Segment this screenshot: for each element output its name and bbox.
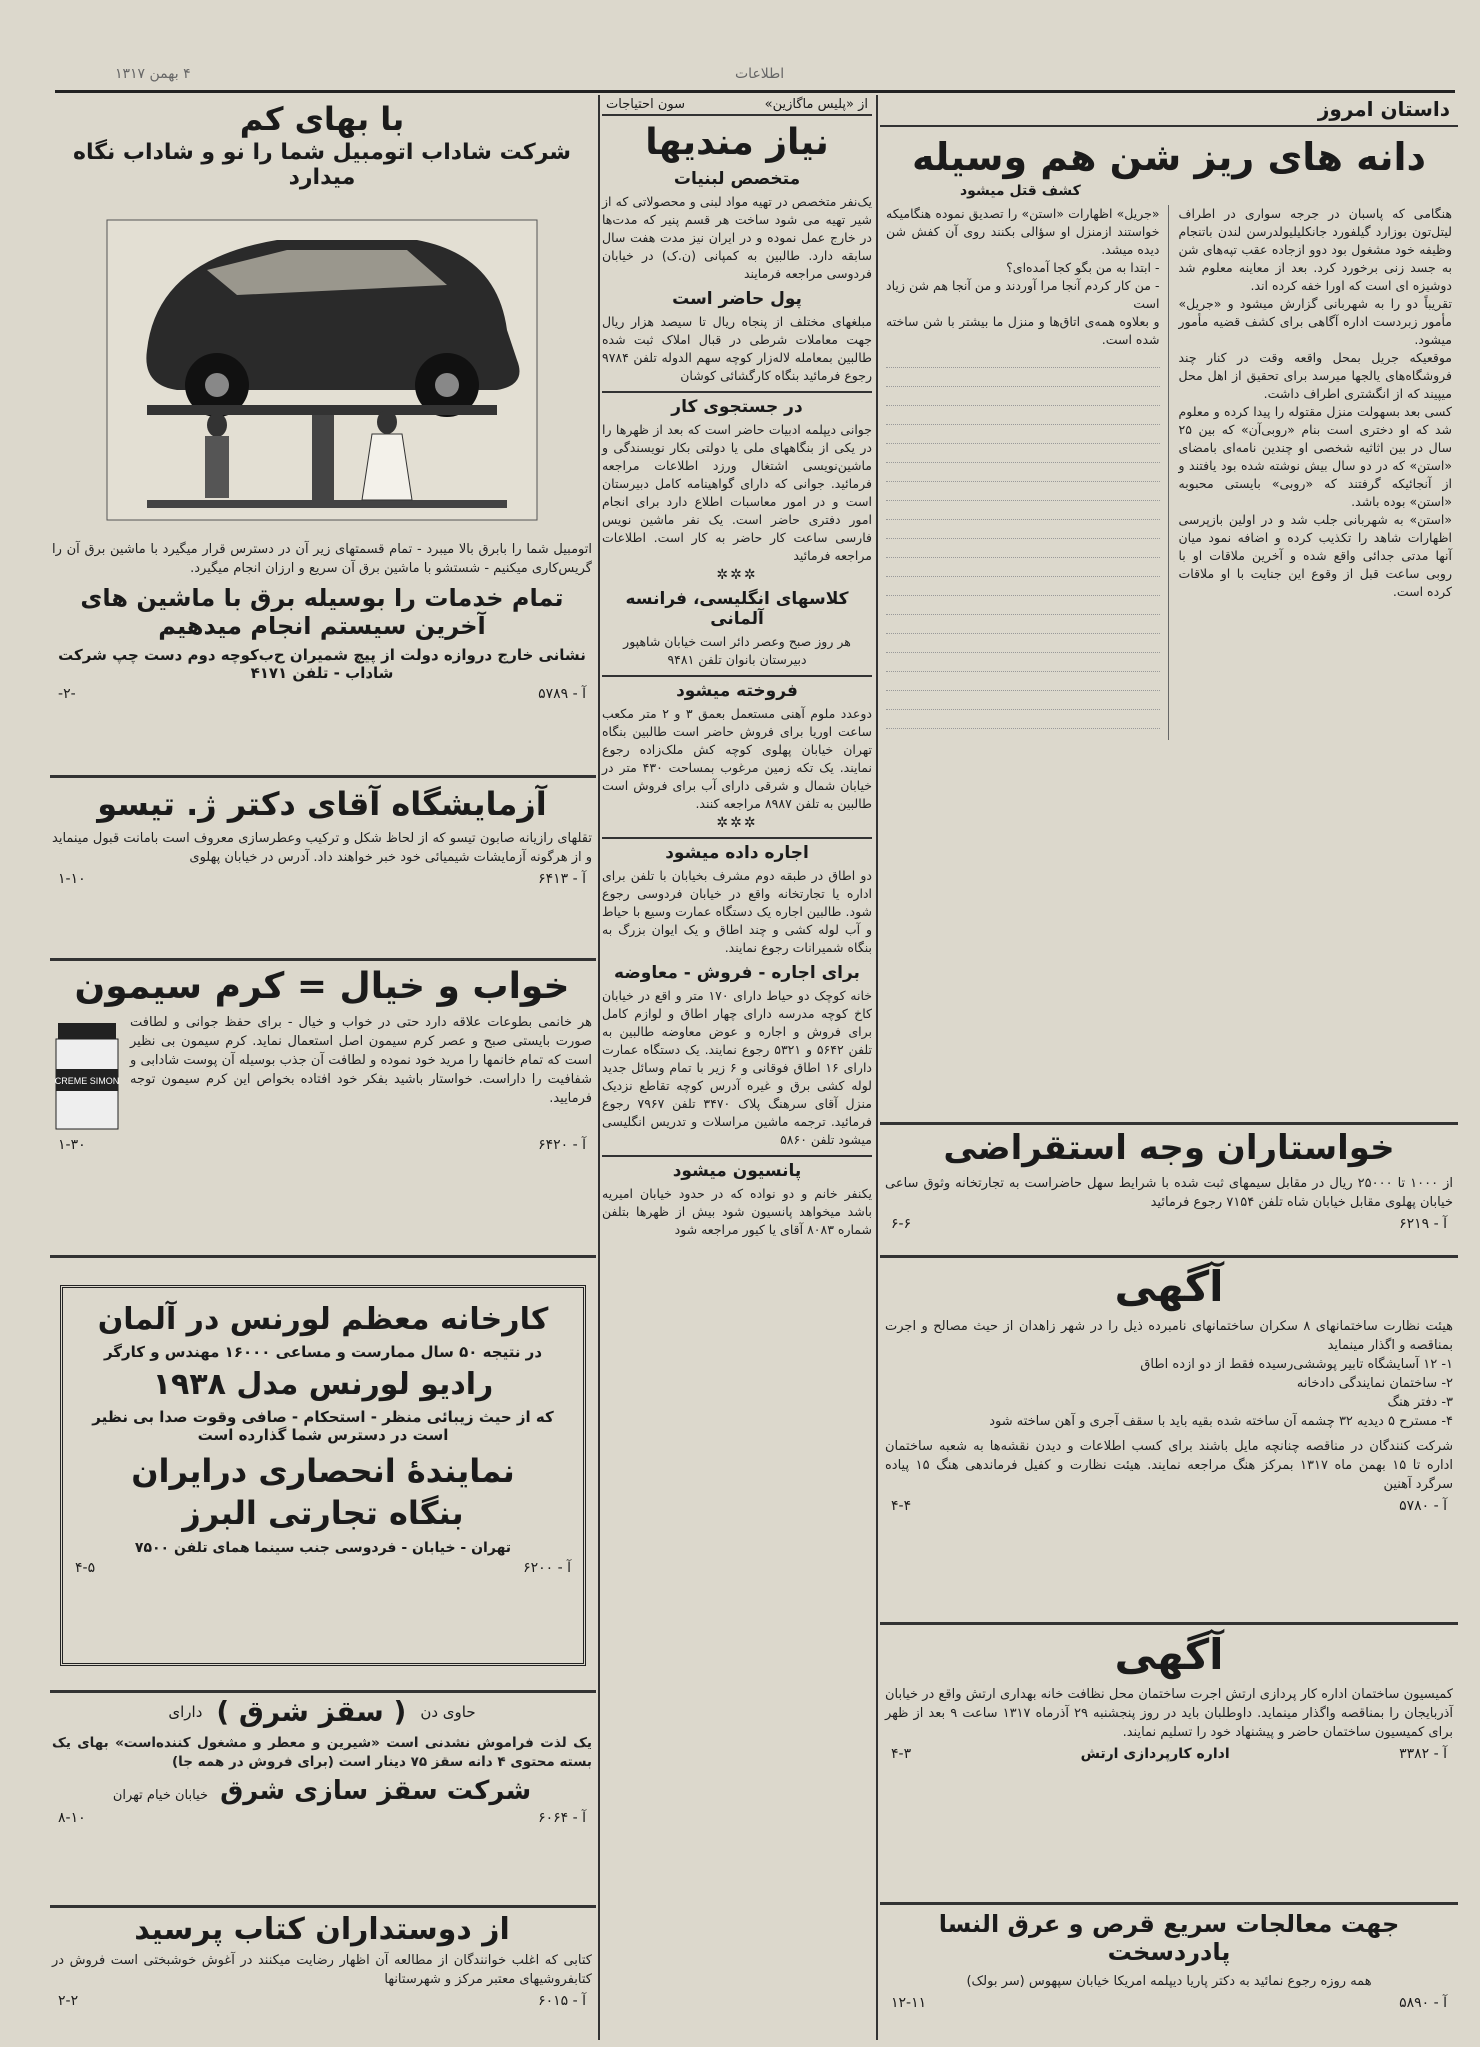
- ad-title: خواب و خیال = کرم سیمون: [74, 966, 570, 1007]
- story-paragraph: - من کار کردم آنجا مرا آوردند و من آنجا هم شن زیاد است: [886, 278, 1160, 311]
- jar-label: CREME SIMON: [54, 1076, 120, 1086]
- divider: [880, 1622, 1458, 1625]
- middle-column: [602, 95, 872, 1239]
- ad-code: [63, 1560, 583, 1576]
- mid-label-left: سون احتیاجات: [606, 97, 685, 112]
- ad-company-name: بنگاه تجارتی البرز: [182, 1494, 464, 1532]
- ad-item: ۲- ساختمان نمایندگی دادخانه: [1296, 1376, 1453, 1391]
- classified-title: اجاره داده میشود: [602, 837, 872, 863]
- ad-subtitle: شرکت شاداب اتومبیل شما را نو و شاداب نگاه میدارد: [72, 140, 572, 190]
- ad-title: کارخانه معظم لورنس در آلمان: [97, 1302, 549, 1337]
- ad-item: ۴- مسترح ۵ دیدیه ۳۲ چشمه آن ساخته شده بقیه باید با سقف آجری و آهن ساخته شود: [989, 1414, 1453, 1429]
- ad-code-right: آ - ۵۷۸۰: [1399, 1498, 1447, 1514]
- ad-code: [885, 1498, 1453, 1514]
- ad-text: تقلهای رازیانه صابون تیسو که از لحاظ شکل و ترکیب وعطرسازی معروف است بامانت قبول مینماید و از هرگونه آزمایشات شیمیائی خود خبر خواهند داد. آدرس در خیابان پهلوی: [52, 831, 592, 865]
- star-separator: ✲✲✲: [716, 567, 758, 583]
- ad-text: همه روزه رجوع نمائید به دکتر پاریا دیپلمه امریکا خیابان سپهوس (سر بولک): [966, 1974, 1372, 1989]
- column-rule-right: [876, 95, 878, 2040]
- ad-title: ( سقز شرق ): [216, 1695, 407, 1728]
- ad-code: [52, 686, 592, 702]
- ad-text: کمیسیون ساختمان اداره کار پردازی ارتش اجرت ساختمان محل نظافت خانه بهداری ارتش واقع در خیابان آذربایجان را بمناقصه واگذار مینماید. داوطلبان باید در روز پنجشنبه ۲۹ آذرماه ۱۳۱۷ ساعت ۹ بعد از ظهر برای کمیسیون ساختمان حاضر و پیشنهاد خود را تسلیم نمایند.: [885, 1687, 1453, 1740]
- story-paragraph: و بعلاوه همه‌ی اتاق‌ها و منزل ما بیشتر با شن ساخته شده است.: [886, 314, 1160, 347]
- ad-code: [52, 871, 592, 887]
- ad-signature: اداره کارپردازی ارتش: [1080, 1746, 1230, 1762]
- divider: [880, 1255, 1458, 1258]
- ad-code-left: ۲-۲: [58, 1993, 79, 2009]
- classified-title: در جستجوی کار: [602, 391, 872, 417]
- ad-code-right: آ - ۶۴۱۳: [538, 871, 586, 887]
- mid-label-right: از «پلیس ماگازین»: [764, 97, 868, 112]
- ad-code-left: ۱۲-۱۱: [891, 1995, 927, 2011]
- ad-line: که از حیث زیبائی منظر - استحکام - صافی وقوت صدا بی نظیر است در دسترس شما گذارده است: [92, 1408, 554, 1444]
- ad-address: تهران - خیابان - فردوسی جنب سینما همای تلفن ۷۵۰۰: [134, 1540, 512, 1556]
- section-label: داستان امروز: [1317, 97, 1450, 121]
- story-column-b: [886, 205, 1169, 740]
- ad-address: خیابان خیام تهران: [112, 1788, 209, 1803]
- classified-title: فروخته میشود: [602, 675, 872, 701]
- ad-clinic: [885, 1910, 1453, 2011]
- ad-code-left: ۴-۳: [891, 1746, 912, 1762]
- ad-slogan: تمام خدمات را بوسیله برق با ماشین های آخرین سیستم انجام میدهیم: [80, 584, 564, 640]
- ad-code-left: ۶-۶: [891, 1216, 912, 1232]
- divider: [880, 1902, 1458, 1905]
- story-paragraph: کسی بعد بسهولت منزل مقتوله را پیدا کرده و معلوم شد که او دختری است بنام «روبی‌آن» که بین ۲۵ سال در بین اثاثیه شخصی او چندین نامه‌ای بامضای «استن» که در دو سال بیش نوشته شده بود یافتند و از آنجائیکه گرفتند که «روبی» بایستی محبوبه «استن» بوده باشد.: [1178, 404, 1452, 509]
- ad-code: [52, 1810, 592, 1826]
- classified-title: پول حاضر است: [672, 289, 802, 309]
- right-column: [880, 95, 1458, 740]
- ad-title: از دوستداران کتاب پرسید: [134, 1912, 510, 1947]
- classified-text: خانه کوچک دو حیاط دارای ۱۷۰ متر و اقع در خیابان کاخ کوچه مدرسه دارای چهار اطاق و لوازم کامل برای فروش و اجاره و عوض معاوضه طالبین به تلفن ۵۶۴۲ و ۵۳۲۱ رجوع نمایند. یک دستگاه عمارت دارای ۱۶ اطاق فوقانی و ۶ زیر با تمام وسائل جدید لوله کشی برق و غیره آدرس کوچه تقاطع نزدیک منزل آقای سرهنگ پلاک ۳۴۷۰ تلفن ۷۹۶۷ رجوع فرمائید. ترجمه ماشین مراسلات و تدریس انگلیسی میشود تلفن ۵۸۶۰: [602, 988, 873, 1147]
- ad-notice-army: [885, 1630, 1453, 1762]
- page-header: [55, 62, 1455, 93]
- ad-code-left: ۸-۱۰: [58, 1810, 86, 1826]
- ad-item: ۱- ۱۲ آسایشگاه تابیر پوششی‌رسیده فقط از دو ازده اطاق: [1140, 1357, 1453, 1372]
- story-paragraph: «استن» به شهربانی جلب شد و در اولین بازپرسی اظهارات شاهد را تکذیب کرده و اضافه نمود میان آنها مدتی جدائی واقع شده و آخرین ملاقات او با روبی ساعت قبل از وقوع این جنایت با او ملاقات کرده است.: [1178, 512, 1452, 599]
- classified-title: پانسیون میشود: [602, 1155, 872, 1181]
- ad-text: یک لذت فراموش نشدنی است «شیرین و معطر و مشغول کننده‌است» بهای یک بسته محتوی ۴ دانه سقز ۷۵ دینار است (برای فروش در همه جا): [52, 1735, 592, 1770]
- ad-code-left: ۱-۱۰: [58, 871, 86, 887]
- ad-title: آگهی: [1114, 1262, 1224, 1311]
- divider: [50, 1255, 596, 1258]
- classified-text: دو اطاق در طبقه دوم مشرف بخیابان با تلفن برای اداره یا تجارتخانه واقع در خیابان فردوسی رجوع شود. طالبین اجاره یک دستگاه عمارت وسیع با حیاط و آب لوله کشی و چند اطاق و یک ایوان بزرگ به بنگاه شمیرانات رجوع نمایند.: [602, 868, 872, 955]
- ad-text: از ۱۰۰۰ تا ۲۵۰۰۰ ریال در مقابل سیمهای ثبت شده با شرایط سهل حاضراست به تجارتخانه وثوق ساعی خیابان پهلوی مقابل خیابان شاه تلفن ۷۱۵۴ رجوع فرمائید: [885, 1176, 1453, 1210]
- ad-tisso-laboratory: [52, 785, 592, 887]
- ad-model-title: رادیو لورنس مدل ۱۹۳۸: [152, 1367, 494, 1402]
- classified-text: هر روز صبح وعصر دائر است خیابان شاهپور دبیرستان بانوان تلفن ۹۴۸۱: [623, 634, 851, 667]
- classified-title: متخصص لبنیات: [673, 169, 801, 189]
- ad-code-right: آ - ۵۸۹۰: [1399, 1995, 1447, 2011]
- header-paper-name: اطلاعات: [735, 66, 785, 82]
- cream-jar-illustration: [52, 1013, 122, 1133]
- ad-code-right: آ - ۶۲۱۹: [1399, 1216, 1447, 1232]
- ad-line: در نتیجه ۵۰ سال ممارست و مساعی ۱۶۰۰۰ مهندس و کارگر: [103, 1343, 543, 1361]
- ad-shadab-car-service: [52, 100, 592, 702]
- classified-title: کلاسهای انگلیسی، فرانسه آلمانی: [625, 589, 849, 629]
- story-text-lines: [886, 360, 1160, 729]
- ad-notice-construction: [885, 1262, 1453, 1514]
- header-date: ۴ بهمن ۱۳۱۷: [115, 66, 191, 82]
- story-paragraph: تقریباً دو را به شهربانی گزارش میشود و «جریل» مأمور زبردست اداره آگاهی برای کشف قضیه مأمور میشود.: [1178, 296, 1452, 347]
- ad-code: [885, 1216, 1453, 1232]
- ad-creme-simon: [52, 966, 592, 1153]
- divider: [880, 1122, 1458, 1125]
- car-lift-illustration: [87, 200, 557, 530]
- ad-book-lovers: [52, 1912, 592, 2009]
- ad-code-right: آ - ۶۲۰۰: [523, 1560, 571, 1576]
- ad-code-left: ۴-۵: [75, 1560, 96, 1576]
- ad-text: کتابی که اغلب خوانندگان از مطالعه آن اظهار رضایت میکنند در آغوش خوشبختی است فروش در کتابفروشیهای معتبر مرکز و شهرستانها: [52, 1953, 592, 1987]
- classified-text: مبلغهای مختلف از پنجاه ریال تا سیصد هزار ریال جهت معاملات شرطی در قبال املاک ثبت شده طالبین بمعامله لاله‌زار کوچه سهم الدوله تلفن ۹۷۸۴ رجوع فرمائید بنگاه کارگشائی کوشان: [602, 314, 872, 383]
- ad-item: ۳- دفتر هنگ: [1387, 1395, 1453, 1410]
- story-paragraph: هنگامی که پاسبان در جرجه سواری در اطراف لیتل‌تون بوزارد گیلفورد جانکلیلیولدرسن لندن باتنجام وظیفه خود مشغول بود دوو ازجاده عقب تپه‌های شن به جسد زنی برخورد کرد. بعد از معاینه معلوم شد دوشیزه ای است که اورا خفه کرده اند.: [1178, 206, 1452, 293]
- ad-brand: شرکت سقز سازی شرق: [220, 1776, 532, 1806]
- ad-code-left: ۱-۳۰: [58, 1137, 86, 1153]
- classified-text: یکنفر خانم و دو نواده که در حدود خیابان امیریه باشد میخواهد پانسیون شود بیش از ظهرها بتلفن شماره ۸۰۸۳ آقای یا کیور مراجعه شود: [602, 1186, 872, 1237]
- divider: [50, 958, 596, 961]
- ad-title-pre: حاوی دن: [420, 1702, 476, 1721]
- ad-text: هر خانمی بطوعات علاقه دارد حتی در خواب و خیال - برای حفظ جوانی و لطافت صورت بایستی صبح و عصر کرم سیمون اصل استعمال نماید. کرم سیمون بی نظیر است که تمام خانمها را مرید خود نموده و لطافت آن جذب بوسیله آن پوست شادابی و شفافیت را داراست. خواستار باشید بفکر خود افتاده بخواص این کرم سیمون توجه فرمایید.: [130, 1015, 592, 1106]
- ad-title-post: دارای: [168, 1702, 203, 1721]
- story-paragraph: موقعیکه جریل بمحل واقعه وقت در کنار چند فروشگاه‌های یالجها میرسد برای تحقیق از اهل محل میپیند که از انگشتری اطراف داشت.: [1178, 350, 1452, 401]
- story-headline: دانه های ریز شن هم وسیله: [912, 135, 1426, 179]
- column-rule-left: [598, 95, 600, 2040]
- ad-code: [52, 1993, 592, 2009]
- ad-title: خواستاران وجه استقراضی: [943, 1128, 1395, 1168]
- classifieds-headline: نیاز مندیها: [645, 122, 829, 163]
- ad-code-right: آ - ۶۰۶۴: [538, 1810, 586, 1826]
- story-column-a: [1179, 205, 1453, 740]
- story-paragraph: «جریل» اظهارات «استن» را تصدیق نموده هنگامیکه خواستند ازمنزل او سؤالی بکنند روی آن کفش شن دیده میشد.: [886, 206, 1160, 257]
- ad-code-left: ۴-۴: [891, 1498, 912, 1514]
- ad-code-right: آ - ۶۰۱۵: [538, 1993, 586, 2009]
- classified-text: دوعدد ملوم آهنی مستعمل بعمق ۳ و ۲ متر مکعب ساعت اوریا برای فروش حاضر است طالبین بنگاه تهران خیابان پهلوی کوچه کش ملک‌زاده رجوع نمایند. یک تکه زمین مرغوب بمساحت ۴۳۰ متر در خیابان شمال و شرقی دارای آب برای فروش است طالبین به تلفن ۸۹۸۷ مراجعه کنند.: [602, 706, 872, 811]
- divider: [50, 775, 596, 778]
- ad-code-right: آ - ۶۴۲۰: [538, 1137, 586, 1153]
- ad-agent-title: نمایندهٔ انحصاری درایران: [131, 1452, 515, 1490]
- ad-title: با بهای کم: [239, 100, 405, 138]
- divider: [50, 1690, 596, 1693]
- ad-text: شرکت کنندگان در مناقصه چنانچه مایل باشند برای کسب اطلاعات و دیدن نقشه‌ها به شعبه ساختمان اداره تا ۱۵ بهمن ماه ۱۳۱۷ بمرکز هنگ مراجعه نمایند. هیئت نظارت و کفیل فرماندهی هنگ ۱۵ پیاده سرگرد آهنین: [885, 1439, 1454, 1492]
- classified-text: جوانی دیپلمه ادبیات حاضر است که بعد از ظهرها را در یکی از بنگاههای ملی یا دولتی بکار نویسندگی و ماشین‌نویسی اشتغال ورزد اطلاعات مراجعه فرمائید. جوانی که دارای گواهینامه کامل دبیرستان است و در امور معاسبات اطلاع دارد برای انجام امور دفتری حاضر است. یک نفر ماشین نویس فارسی ساعت کار حاضر به کار است. اطلاعات مراجعه فرمائید: [602, 422, 872, 563]
- ad-code-right: آ - ۳۳۸۲: [1399, 1746, 1447, 1762]
- ad-code: [885, 1995, 1453, 2011]
- ad-code-right: آ - ۵۷۸۹: [538, 686, 586, 702]
- ad-lorenz-radio: [60, 1285, 586, 1666]
- ad-title: جهت معالجات سریع قرص و عرق النسا پادردسخت: [938, 1910, 1400, 1966]
- story-subhead: کشف قتل میشود: [960, 183, 1081, 199]
- ad-text: اتومبیل شما را بابرق بالا میبرد - تمام قسمتهای زیر آن در دسترس قرار میگیرد با ماشین برق آن را گریس‌کاری میکنیم - شستشو با ماشین برق آن سریع و ارزان انجام میگیرد.: [52, 542, 592, 576]
- ad-shargh-gum: [52, 1695, 592, 1826]
- ad-loan-seekers: [885, 1128, 1453, 1232]
- star-separator: ✲✲✲: [716, 815, 758, 831]
- ad-code-left: -۲-: [58, 686, 76, 702]
- ad-code: [52, 1137, 592, 1153]
- classified-title: برای اجاره - فروش - معاوضه: [614, 963, 860, 983]
- ad-text: هیئت نظارت ساختمانهای ۸ سکران ساختمانهای نامبرده ذیل را در شهر زاهدان از حیث مصالح و اجرت بمناقصه و اگذار مینماید: [885, 1319, 1453, 1353]
- divider: [50, 1905, 596, 1908]
- ad-title: آزمایشگاه آقای دکتر ژ. تیسو: [97, 785, 547, 823]
- classified-text: یک‌نفر متخصص در تهیه مواد لبنی و محصولاتی که از شیر تهیه می شود ساخت هر قسم پنیر که مدت‌ها در خارج عمل نموده و در ایران نیز مدت هفت سال سابقه دارد. طالبین به کمپانی (ن.ک) در خیابان فردوسی مراجعه فرمایند: [602, 194, 872, 281]
- ad-title: آگهی: [1114, 1630, 1224, 1679]
- ad-address: نشانی خارج دروازه دولت از پیچ شمیران ح‌ب‌کوچه دوم دست چپ شرکت شاداب - تلفن ۴۱۷۱: [58, 646, 586, 682]
- story-paragraph: - ابتدا به من بگو کجا آمده‌ای؟: [1006, 260, 1160, 275]
